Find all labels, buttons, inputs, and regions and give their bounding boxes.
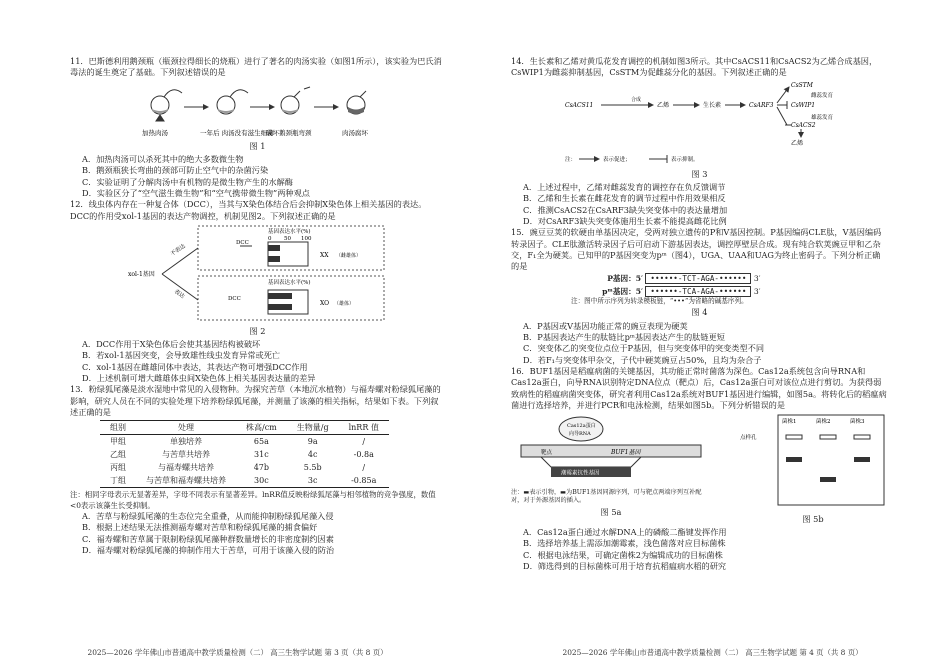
question-12-stem: 12．线虫体内存在一种复合体（DCC），当其与X染色体结合后会抑制X染色体上相关基因的表达。DCC的作用受xol-1基因的表达产物调控，机制见图2。下列叙述正确的是 bbox=[70, 199, 427, 221]
q13-option-a: A．苦草与粉绿狐尾藻的生态位完全重叠，从而能抑制粉绿狐尾藻入侵 bbox=[82, 510, 334, 521]
q15-option-b: B．P基因表达产生的肽链比pᵐ基因表达产生的肽链更短 bbox=[523, 332, 725, 343]
fig1-label-one-year: 一年后 肉汤没有滋生细菌 bbox=[199, 128, 274, 137]
fig5a-note: 注：▬表示引物，▬为BUF1基因同源序列，可与靶点两端序列互补配对，对于外源基因的插入。 bbox=[511, 488, 702, 505]
table-header: lnRR 值 bbox=[339, 421, 389, 435]
table-row bbox=[100, 474, 389, 488]
fig2-tick-50: 50 bbox=[283, 235, 291, 242]
table-cell: 30c bbox=[236, 474, 287, 488]
fig5b-ref: 点样孔 bbox=[740, 435, 757, 442]
fig1-label-heat: 加热肉汤 bbox=[141, 128, 168, 137]
fig3-wip1: CsWIP1 bbox=[790, 101, 815, 109]
fig4-note: 注：图中所示序列为转录模板链，“•••”为省略的碱基序列。 bbox=[571, 297, 748, 306]
fig3-ethylene2: 乙烯 bbox=[790, 139, 803, 147]
fig2-dcc-bottom: DCC bbox=[227, 295, 241, 302]
q14-option-c: C．推测CsACS2在CsARF3缺失突变体中的表达量增加 bbox=[523, 204, 728, 215]
fig2-not-express: 不表达 bbox=[169, 243, 187, 258]
fig2-xx-label: XX bbox=[319, 251, 329, 259]
fig3-auxin: 生长素 bbox=[702, 101, 721, 109]
figure-2-dcc-mechanism bbox=[128, 224, 388, 324]
fig4-pm-end: 3′ bbox=[753, 286, 761, 296]
fig4-pm-row bbox=[601, 287, 888, 297]
figure-5-panels bbox=[511, 413, 888, 527]
fig2-xx-bar-2 bbox=[268, 256, 280, 262]
question-13-stem: 13．粉绿狐尾藻是淡水湿地中常见的入侵物种。为探究苦草（本地沉水植物）与福寿螺对粉绿狐尾藻的影响，研究人员在不同的实验处理下培养粉绿狐尾藻，并测量了该藻的相关指标，结果如下表。下列叙述正确的是 bbox=[70, 384, 441, 417]
gel-band bbox=[854, 457, 870, 462]
gel-band bbox=[820, 477, 836, 482]
fig3-note-prefix: 注： bbox=[564, 156, 576, 163]
fig2-tick-100: 100 bbox=[300, 235, 311, 242]
fig4-pm-label: pᵐ基因：5′ bbox=[602, 286, 643, 296]
table-cell: 31c bbox=[254, 450, 269, 460]
q16-option-d: D．筛选得到的目标菌株可用于培育抗稻瘟病水稻的研究 bbox=[523, 560, 727, 571]
table-cell: 与苦草共培养 bbox=[162, 450, 210, 460]
table-cell: / bbox=[362, 463, 366, 473]
fig4-p-label: P基因：5′ bbox=[607, 274, 643, 284]
fig5a-cas: Cas12a蛋白 bbox=[567, 423, 596, 430]
q15-option-c: C．突变体乙的突变位点位于P基因，但与突变体甲的突变类型不同 bbox=[523, 343, 765, 354]
fig4-p-end: 3′ bbox=[753, 274, 761, 284]
fig1-label-break: 破坏鹅颈瓶弯颈 bbox=[265, 128, 311, 137]
fig2-header-bottom: 基因表达水平(%) bbox=[267, 279, 311, 286]
q12-option-a: A．DCC作用于X染色体后会使其基因结构被破坏 bbox=[82, 339, 261, 350]
fig2-gene-label: xol-1基因 bbox=[127, 270, 155, 278]
fig4-p-row bbox=[601, 274, 888, 284]
figure-3-auxin-ethylene-pathway bbox=[565, 81, 835, 167]
fig3-synth: 合成 bbox=[630, 96, 641, 103]
figure-5b-caption: 图 5b bbox=[802, 513, 824, 524]
gel-band bbox=[786, 457, 802, 462]
fig3-note-promote: 表示促进； bbox=[602, 156, 631, 163]
table-cell: 与苦草和福寿螺共培养 bbox=[136, 474, 236, 488]
figure-4-caption: 图 4 bbox=[691, 307, 708, 318]
question-11-stem: 11．巴斯德利用鹅颈瓶（瓶颈拉得细长的烧瓶）进行了著名的肉汤实验（如图1所示），该实验为巴氏消毒法的诞生奠定了基础。下列叙述错误的是 bbox=[70, 56, 442, 78]
table-header: 生物量/g bbox=[287, 421, 339, 435]
fig2-xx-sex: （雌雄体） bbox=[335, 252, 361, 259]
figure-5a-cas12a-diagram bbox=[511, 413, 711, 485]
figure-5a-caption: 图 5a bbox=[600, 506, 622, 517]
table-cell: 5.5b bbox=[303, 463, 322, 473]
fig3-acs11: CsACS11 bbox=[564, 101, 593, 109]
question-15-stem: 15．豌豆豆荚的软硬由单基因决定，受两对独立遗传的P和V基因控制。P基因编码CLE肽，V基因编码转录因子。CLE肽激活转录因子后可启动下游基因表达，调控厚壁层合成。现有纯合软荚豌豆甲和乙杂交，F₁全为硬荚。已知甲的P基因突变为pᵐ（图4），UGA、UAA和UAG为终止密码子。下列分析正确的是 bbox=[511, 227, 882, 272]
q16-option-a: A．Cas12a蛋白通过水解DNA上的磷酸二酯键发挥作用 bbox=[523, 526, 727, 537]
q13-option-d: D．福寿螺对粉绿狐尾藻的抑制作用大于苦草，可用于该藻入侵的防治 bbox=[82, 544, 335, 555]
q13-option-c: C．福寿螺和苦草属于限制粉绿狐尾藻种群数量增长的非密度制约因素 bbox=[82, 533, 334, 544]
fig3-arf3: CsARF3 bbox=[748, 101, 774, 109]
fig2-xo-sex: （雄体） bbox=[333, 300, 354, 307]
page-3-footer: 2025—2026 学年佛山市普通高中教学质量检测（二） 高三生物学试题 第 3 页（共 8 页） bbox=[87, 647, 388, 657]
fig3-ethylene: 乙烯 bbox=[656, 101, 669, 109]
fig5b-colony-3: 菌株3 bbox=[850, 419, 865, 426]
table-cell: 乙组 bbox=[110, 450, 126, 460]
table-cell: 47b bbox=[253, 463, 270, 473]
q12-option-b: B．若xol-1基因突变，会导致雄性线虫发育异常或死亡 bbox=[82, 350, 281, 361]
table-cell: 与福寿螺共培养 bbox=[158, 463, 214, 473]
q11-option-d: D．实验区分了“空气滋生微生物”和“空气携带微生物”两种观点 bbox=[82, 187, 310, 198]
fig5b-colony-1: 菌株1 bbox=[782, 419, 797, 426]
table-header: 处理 bbox=[136, 421, 236, 435]
fig2-dcc-top: DCC bbox=[235, 239, 249, 246]
q14-option-d: D．对CsARF3缺失突变体施用生长素不能提高雌花比例 bbox=[523, 215, 727, 226]
table-cell: -0.8a bbox=[353, 450, 374, 460]
fig3-stm: CsSTM bbox=[790, 81, 813, 89]
page-4-footer: 2025—2026 学年佛山市普通高中教学质量检测（二） 高三生物学试题 第 4 页（共 8 页） bbox=[562, 647, 863, 657]
q11-option-b: B．鹅颈瓶狭长弯曲的颈部可防止空气中的杂菌污染 bbox=[82, 165, 269, 176]
table-row bbox=[100, 435, 389, 449]
fig2-xx-bar-1 bbox=[268, 245, 280, 251]
table-cell: -0.85a bbox=[339, 474, 389, 488]
fig3-acs2: CsACS2 bbox=[790, 121, 816, 129]
table-header: 株高/cm bbox=[236, 421, 287, 435]
q12-option-c: C．xol-1基因在雌雄同体中表达，其表达产物可增强DCC作用 bbox=[82, 361, 308, 372]
fig5a-guide: 向导RNA bbox=[569, 431, 591, 438]
question-14-stem: 14．生长素和乙烯对黄瓜花发育调控的机制如图3所示。其中CsACS11和CsACS2为乙烯合成基因，CsWIP1为雌蕊抑制基因，CsSTM为促雌蕊分化的基因。下列叙述正确的是 bbox=[511, 56, 878, 78]
table-cell: 4c bbox=[307, 450, 318, 460]
fig1-label-spoil: 肉汤腐坏 bbox=[341, 128, 368, 137]
table-cell: 甲组 bbox=[110, 437, 126, 447]
q14-option-a: A．上述过程中，乙烯对雌蕊发育的调控存在负反馈调节 bbox=[523, 181, 726, 192]
fig2-xo-label: XO bbox=[319, 299, 329, 307]
table-cell: 9a bbox=[307, 437, 318, 447]
exam-page-4 bbox=[475, 0, 950, 672]
figure-1-swan-neck-flasks bbox=[138, 81, 378, 139]
table-cell: 3c bbox=[287, 474, 339, 488]
fig2-tick-0: 0 bbox=[267, 235, 271, 242]
q16-option-c: C．根据电泳结果，可确定菌株2为编辑成功的目标菌株 bbox=[523, 549, 723, 560]
figure-4-gene-sequences bbox=[601, 274, 888, 297]
fig4-p-sequence: ••••••-TCT-AGA-•••••• bbox=[645, 273, 751, 284]
fig3-stamen: 雄蕊发育 bbox=[810, 114, 833, 121]
fig5b-colony-2: 菌株2 bbox=[816, 419, 831, 426]
table-cell: / bbox=[362, 437, 366, 447]
q15-option-a: A．P基因或V基因功能正常的豌豆表现为硬荚 bbox=[523, 320, 688, 331]
table-cell: 单独培养 bbox=[170, 437, 202, 447]
figure-3-caption: 图 3 bbox=[691, 168, 708, 179]
figure-5b-panel bbox=[738, 413, 888, 527]
fig4-pm-sequence: ••••••-TCA-AGA-•••••• bbox=[645, 286, 751, 297]
q12-option-d: D．上述机制可增大雌雄体虫间X染色体上相关基因表达量的差异 bbox=[82, 373, 316, 384]
table-cell: 丁组 bbox=[100, 474, 136, 488]
fig2-header-top: 基因表达水平(%) bbox=[267, 228, 311, 235]
fig5a-gene: BUF1基因 bbox=[611, 449, 641, 457]
fig2-express: 表达 bbox=[172, 288, 185, 300]
fig2-xo-bar-1 bbox=[268, 293, 292, 299]
table-cell: 65a bbox=[253, 437, 269, 447]
q16-option-b: B．选择培养基上需添加潮霉素，浅色菌落对应目标菌株 bbox=[523, 538, 726, 549]
figure-1-caption: 图 1 bbox=[249, 140, 266, 151]
fig2-xo-bar-2 bbox=[268, 304, 292, 310]
table-cell: 丙组 bbox=[110, 463, 126, 473]
fig3-pistil: 雌蕊发育 bbox=[810, 92, 833, 99]
q13-data-table bbox=[100, 420, 389, 488]
q13-option-b: B．根据上述结果无法推测福寿螺对苦草和粉绿狐尾藻的捕食偏好 bbox=[82, 522, 318, 533]
figure-5b-gel bbox=[738, 413, 888, 509]
table-header: 组别 bbox=[100, 421, 136, 435]
table-row bbox=[100, 461, 389, 474]
figure-2-caption: 图 2 bbox=[249, 325, 266, 336]
q11-option-a: A．加热肉汤可以杀死其中的绝大多数微生物 bbox=[82, 153, 244, 164]
q13-table-note: 注：相同字母表示无显著差异，字母不同表示有显著差异。lnRR值反映粉绿狐尾藻与相邻植物的竞争强度，数值<0表示该藻生长受抑制。 bbox=[70, 490, 436, 510]
question-16-stem: 16．BUF1基因是稻瘟病菌的关键基因，其功能正常时菌落为深色。Cas12a系统包含向导RNA和Cas12a蛋白，向导RNA识别特定DNA位点（靶点）后，Cas12a蛋白可对该位点进行剪切。为获得弱致病性的稻瘟病菌突变体，研究者利用Cas12a系统对BUF1基因进行编辑，如图5a。将转化后的稻瘟病菌进行选择培养，并进行PCR和电泳检测，结果如图5b。下列分析错误的是 bbox=[511, 366, 887, 410]
fig5a-target: 靶点 bbox=[541, 450, 553, 457]
q15-option-d: D．若F₁与突变体甲杂交，子代中硬荚豌豆占50%，且均为杂合子 bbox=[523, 354, 762, 365]
q11-option-c: C．实验证明了分解肉汤中有机物的是微生物产生的水解酶 bbox=[82, 176, 293, 187]
figure-5a-panel bbox=[511, 413, 711, 520]
fig5a-resist: 潮霉素抗性基因 bbox=[561, 470, 600, 477]
table-row bbox=[100, 448, 389, 461]
q14-option-b: B．乙烯和生长素在雌花发育的调节过程中作用效果相反 bbox=[523, 193, 726, 204]
fig3-note-inhibit: 表示抑制。 bbox=[670, 156, 699, 163]
